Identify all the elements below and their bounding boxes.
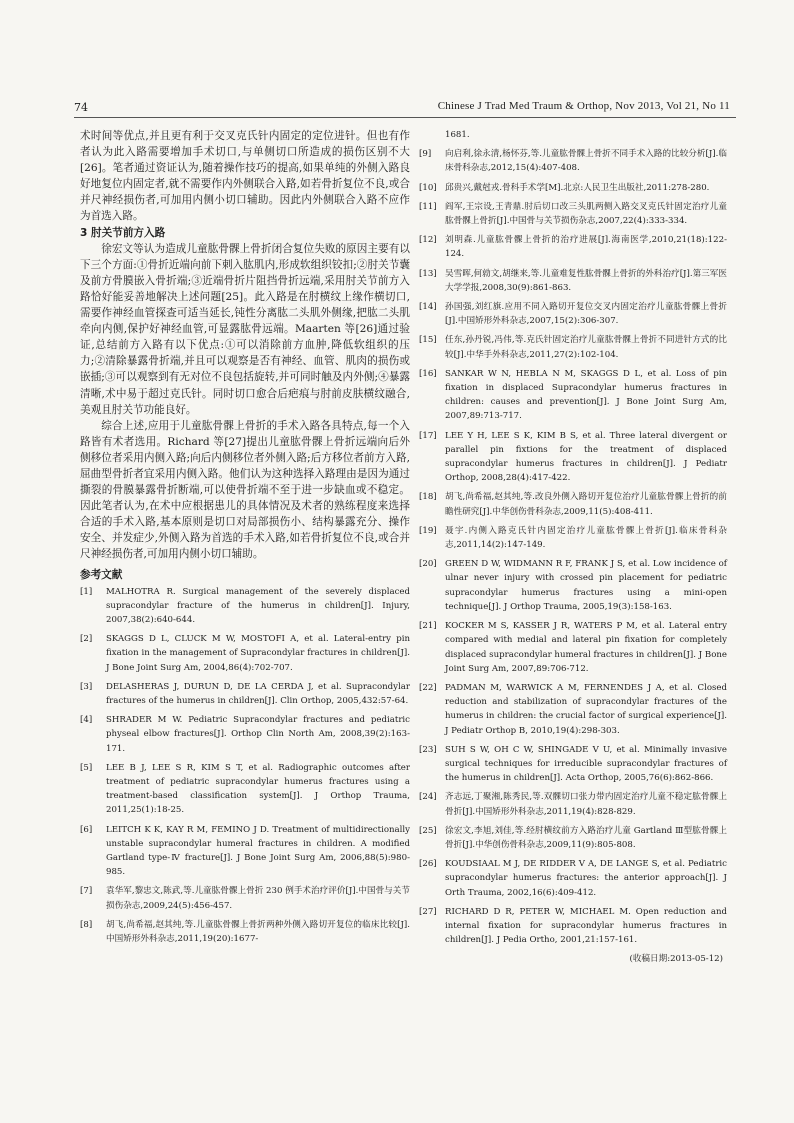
reference-item: [9] 向启利,徐永清,杨怀芬,等.儿童肱骨髁上骨折不同手术入路的比较分析[J].临床骨科杂志,2012,15(4):407-408.: [419, 149, 727, 174]
reference-item: [5] LEE B J, LEE S R, KIM S T, et al. Radiographic outcomes after treatment of pediatric supracondylar humerus fractures using a treatment-based classification system[J]. J Orthop Trauma, 2011,25(1):18-25.: [80, 762, 410, 816]
reference-item: [17] LEE Y H, LEE S K, KIM B S, et al. Three lateral divergent or parallel pin fixtions for the treatment of displaced supracondylar humerus fractures in children[J]. J Pediatr Orthop, 2008,28(4):417-422.: [419, 430, 727, 484]
reference-item: [11] 阎军,王宗设,王青鼎.肘后切口改三头肌两侧入路交叉克氏针固定治疗儿童肱骨髁上骨折[J].中国骨与关节损伤杂志,2007,22(4):333-334.: [419, 201, 727, 227]
body-paragraph: 术时间等优点,并且更有利于交叉克氏针内固定的定位进针。但也有作者认为此入路需要增加手术切口,与单侧切口所造成的损伤区别不大[26]。笔者通过资证认为,随着操作技巧的提高,如果单纯的外侧入路良好地复位内固定者,就不需要作内外侧联合入路,如若骨折复位不良,或合并尺神经损伤者,可加用内侧小切口辅助。因此内外侧联合入路不应作为首选入路。: [80, 130, 410, 223]
reference-continuation: 1681.: [445, 130, 470, 140]
reference-item: [19] 聂宇.内侧入路克氏针内固定治疗儿童肱骨髁上骨折[J].临床骨科杂志,2011,14(2):147-149.: [419, 525, 727, 551]
reference-item: [22] PADMAN M, WARWICK A M, FERNENDES J A, et al. Closed reduction and stabilization of supracondylar fractures of the humerus in children: the crucial factor of surgical experience[J]. J Pediatr Orthop B, 2010,19(4):298-303.: [419, 682, 727, 736]
left-column: [80, 128, 410, 951]
reference-item: [4] SHRADER M W. Pediatric Supracondylar fractures and pediatric physeal elbow fractures[J]. Orthop Clin North Am, 2008,39(2):163-171.: [80, 715, 410, 754]
reference-item: [23] SUH S W, OH C W, SHINGADE V U, et al. Minimally invasive surgical techniques for irreducible supracondylar fractures of the humerus in children[J]. Acta Orthop, 2005,76(6):862-866.: [419, 744, 727, 784]
reference-item: [15] 任东,孙丹锐,冯伟,等.克氏针固定治疗儿童肱骨髁上骨折不同进针方式的比较[J].中华手外科杂志,2011,27(2):102-104.: [419, 335, 727, 360]
reference-item: [8] 胡飞,尚希福,赵其纯,等.儿童肱骨髁上骨折两种外侧入路切开复位的临床比较[J].中国矫形外科杂志,2011,19(20):1677-: [80, 919, 410, 944]
reference-item: [13] 吴雪晖,何勍文,胡继来,等.儿童难复性肱骨髁上骨折的外科治疗[J].第三军医大学学报,2008,30(9):861-863.: [419, 268, 727, 293]
reference-item: [24] 齐志远,丁聚湘,陈秀民,等.双髁切口张力带内固定治疗儿童不稳定肱骨髁上骨折[J].中国矫形外科杂志,2011,19(4):828-829.: [419, 792, 727, 817]
reference-item: [3] DELASHERAS J, DURUN D, DE LA CERDA J, et al. Supracondylar fractures of the humerus in children[J]. Clin Orthop, 2005,432:57-64.: [80, 681, 410, 706]
reference-item: [18] 胡飞,尚希福,赵其纯,等.改良外侧入路切开复位治疗儿童肱骨髁上骨折的前瞻性研究[J].中华创伤骨科杂志,2009,11(5):408-411.: [419, 492, 727, 517]
reference-item: [16] SANKAR W N, HEBLA N M, SKAGGS D L, et al. Loss of pin fixation in displaced Supracondylar humerus fractures in children: causes and prevention[J]. J Bone Joint Surg Am, 2007,89:713-717.: [419, 368, 727, 422]
reference-item: [12] 刘明森.儿童肱骨髁上骨折的治疗进展[J].海南医学,2010,21(18):122-124.: [419, 235, 727, 260]
section-heading: 3 肘关节前方入路: [80, 226, 166, 239]
reference-item: [1] MALHOTRA R. Surgical management of the severely displaced supracondylar fracture of the humerus in children[J]. Injury, 2007,38(2):640-644.: [80, 586, 410, 625]
received-date: (收稿日期:2013-05-12): [629, 954, 723, 965]
reference-item: [27] RICHARD D R, PETER W, MICHAEL M. Open reduction and internal fixation for supracondylar humerus fractures in children[J]. J Pedia Ortho, 2001,21:157-161.: [419, 906, 727, 946]
reference-list: [419, 147, 727, 947]
page-number: 74: [74, 101, 88, 114]
reference-item: [20] GREEN D W, WIDMANN R F, FRANK J S, et al. Low incidence of ulnar never injury with crossed pin placement for pediatric supracondylar humerus fractures using a mini-open technique[J]. J Orthop Trauma, 2005,19(3):158-163.: [419, 559, 727, 612]
reference-item: [7] 袁华军,黎忠文,陈武,等.儿童肱骨髁上骨折 230 例手术治疗评价[J].中国骨与关节损伤杂志,2009,24(5):456-457.: [80, 886, 410, 911]
body-paragraph: 综合上述,应用于儿童肱骨髁上骨折的手术入路各具特点,每一个入路皆有术者选用。Richard 等[27]提出儿童肱骨髁上骨折远端向后外侧移位者采用内侧入路;向后内侧移位者外侧入路;后方移位者前方入路,屈曲型骨折者宜采用内侧入路。他们认为这种选择入路理由是因为通过撕裂的骨膜暴露骨折断端,可以使骨折端不至于进一步缺血或不稳定。因此笔者认为,在术中应根据患儿的具体情况及术者的熟练程度来选择合适的手术入路,基本原则是切口对局部损伤小、结构暴露充分、操作安全、并发症少,外侧入路为首选的手术入路,如若骨折复位不良,或合并尺神经损伤者,可加用内侧小切口辅助。: [80, 419, 410, 561]
reference-list: [80, 585, 410, 947]
reference-item: [2] SKAGGS D L, CLUCK M W, MOSTOFI A, et al. Lateral-entry pin fixation in the management of Supracondylar fractures in children[J]. J Bone Joint Surg Am, 2004,86(4):702-707.: [80, 634, 410, 673]
reference-item: [25] 徐宏文,李旭,刘佳,等.经肘横纹前方入路治疗儿童 Gartland Ⅲ型肱骨髁上骨折[J].中华创伤骨科杂志,2009,11(9):805-808.: [419, 825, 727, 850]
header-rule: [74, 117, 736, 118]
reference-item: [14] 孙国强,刘红旗.应用不同入路切开复位交叉内固定治疗儿童肱骨髁上骨折[J].中国矫形外科杂志,2007,15(2):306-307.: [419, 302, 727, 327]
reference-item: [26] KOUDSIAAL M J, DE RIDDER V A, DE LANGE S, et al. Pediatric supracondylar humerus fractures: the anterior approach[J]. J Orth Trauma, 2002,16(6):409-412.: [419, 859, 727, 898]
references-title: 参考文献: [80, 568, 123, 581]
right-column: [419, 128, 727, 966]
body-paragraph: 徐宏文等认为造成儿童肱骨髁上骨折闭合复位失败的原因主要有以下三个方面:①骨折近端向前下刺入肱肌内,形成软组织铰扣;②肘关节囊及前方骨膜嵌入骨折端;③近端骨折片阻挡骨折远端,采用肘关节前方入路恰好能妥善地解决上述问题[25]。此入路是在肘横纹上缘作横切口,需要作神经血管探查可适当延长,钝性分离肱二头肌外侧缘,把肱二头肌牵向内侧,保护好神经血管,可显露肱骨远端。Maarten 等[26]通过验证,总结前方入路有以下优点:①可以消除前方血肿,降低软组织的压力;②清除暴露骨折端,并且可以观察是否有神经、血管、肌肉的损伤或嵌插;③可以观察到有无对位不良包括旋转,并可同时触及内外侧;④暴露清晰,术中易于超过克氏针。同时切口愈合后疤痕与肘前皮肤横纹融合,美观且肘关节功能良好。: [80, 242, 410, 416]
reference-item: [10] 邱贵兴,戴尅戎.骨科手术学[M].北京:人民卫生出版社,2011:278-280.: [419, 182, 710, 193]
running-header: Chinese J Trad Med Traum & Orthop, Nov 2013, Vol 21, No 11: [437, 100, 730, 112]
reference-item: [21] KOCKER M S, KASSER J R, WATERS P M, et al. Lateral entry compared with medial and lateral pin fixation for completely displaced supracondylar humeral fractures in children[J]. J Bone Joint Surg Am, 2007,89:706-712.: [419, 621, 727, 674]
reference-item: [6] LEITCH K K, KAY R M, FEMINO J D. Treatment of multidirectionally unstable supracondylar humeral fractures in children. A modified Gartland type-Ⅳ fracture[J]. J Bone Joint Surg Am, 2006,88(5):980-985.: [80, 824, 410, 878]
